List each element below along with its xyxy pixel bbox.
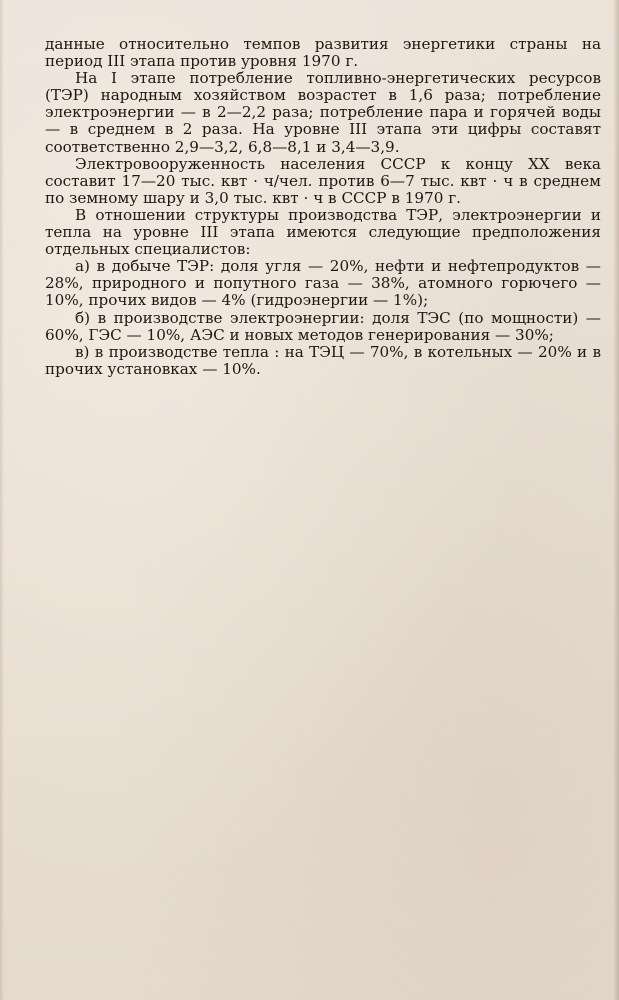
paragraph-structure-intro: В отношении структуры производства ТЭР, электроэнергии и тепла на уровне III этапа имеются следующие предположения отдельных специалистов: <box>45 205 601 259</box>
list-item-fuel-extraction: а) в добыче ТЭР: доля угля — 20%, нефти и нефтепродуктов — 28%, природного и попутного газа — 38%, атомного горючего — 10%, прочих видов — 4% (гидроэнергии — 1%); <box>45 257 601 310</box>
page-text <box>45 36 601 378</box>
page-right-shadow <box>613 0 619 1000</box>
list-item-heat-production: в) в производстве тепла : на ТЭЦ — 70%, в котельных — 20% и в прочих установках — 10%. <box>45 342 601 378</box>
paragraph-electrification: Электровооруженность населения СССР к концу XX века составит 17—20 тыс. квт · ч/чел. против 6—7 тыс. квт · ч в среднем по земному шару и 3,0 тыс. квт · ч в СССР в 1970 г. <box>45 154 601 207</box>
paragraph-stage-one: На I этапе потребление топливно-энергетических ресурсов (ТЭР) народным хозяйством возрастет в 1,6 раза; потребление электроэнергии — в 2—2,2 раза; потребление пара и горячей воды — в среднем в 2 раза. На уровне III этапа эти цифры составят соответственно 2,9—3,2, 6,8—8,1 и 3,4—3,9. <box>45 69 601 156</box>
paragraph-continuation: данные относительно темпов развития энергетики страны на период III этапа против уровня 1970 г. <box>45 35 601 71</box>
page-left-shadow <box>0 0 4 1000</box>
list-item-electricity-production: б) в производстве электроэнергии: доля ТЭС (по мощности) — 60%, ГЭС — 10%, АЭС и новых методов генерирования — 30%; <box>45 308 601 344</box>
